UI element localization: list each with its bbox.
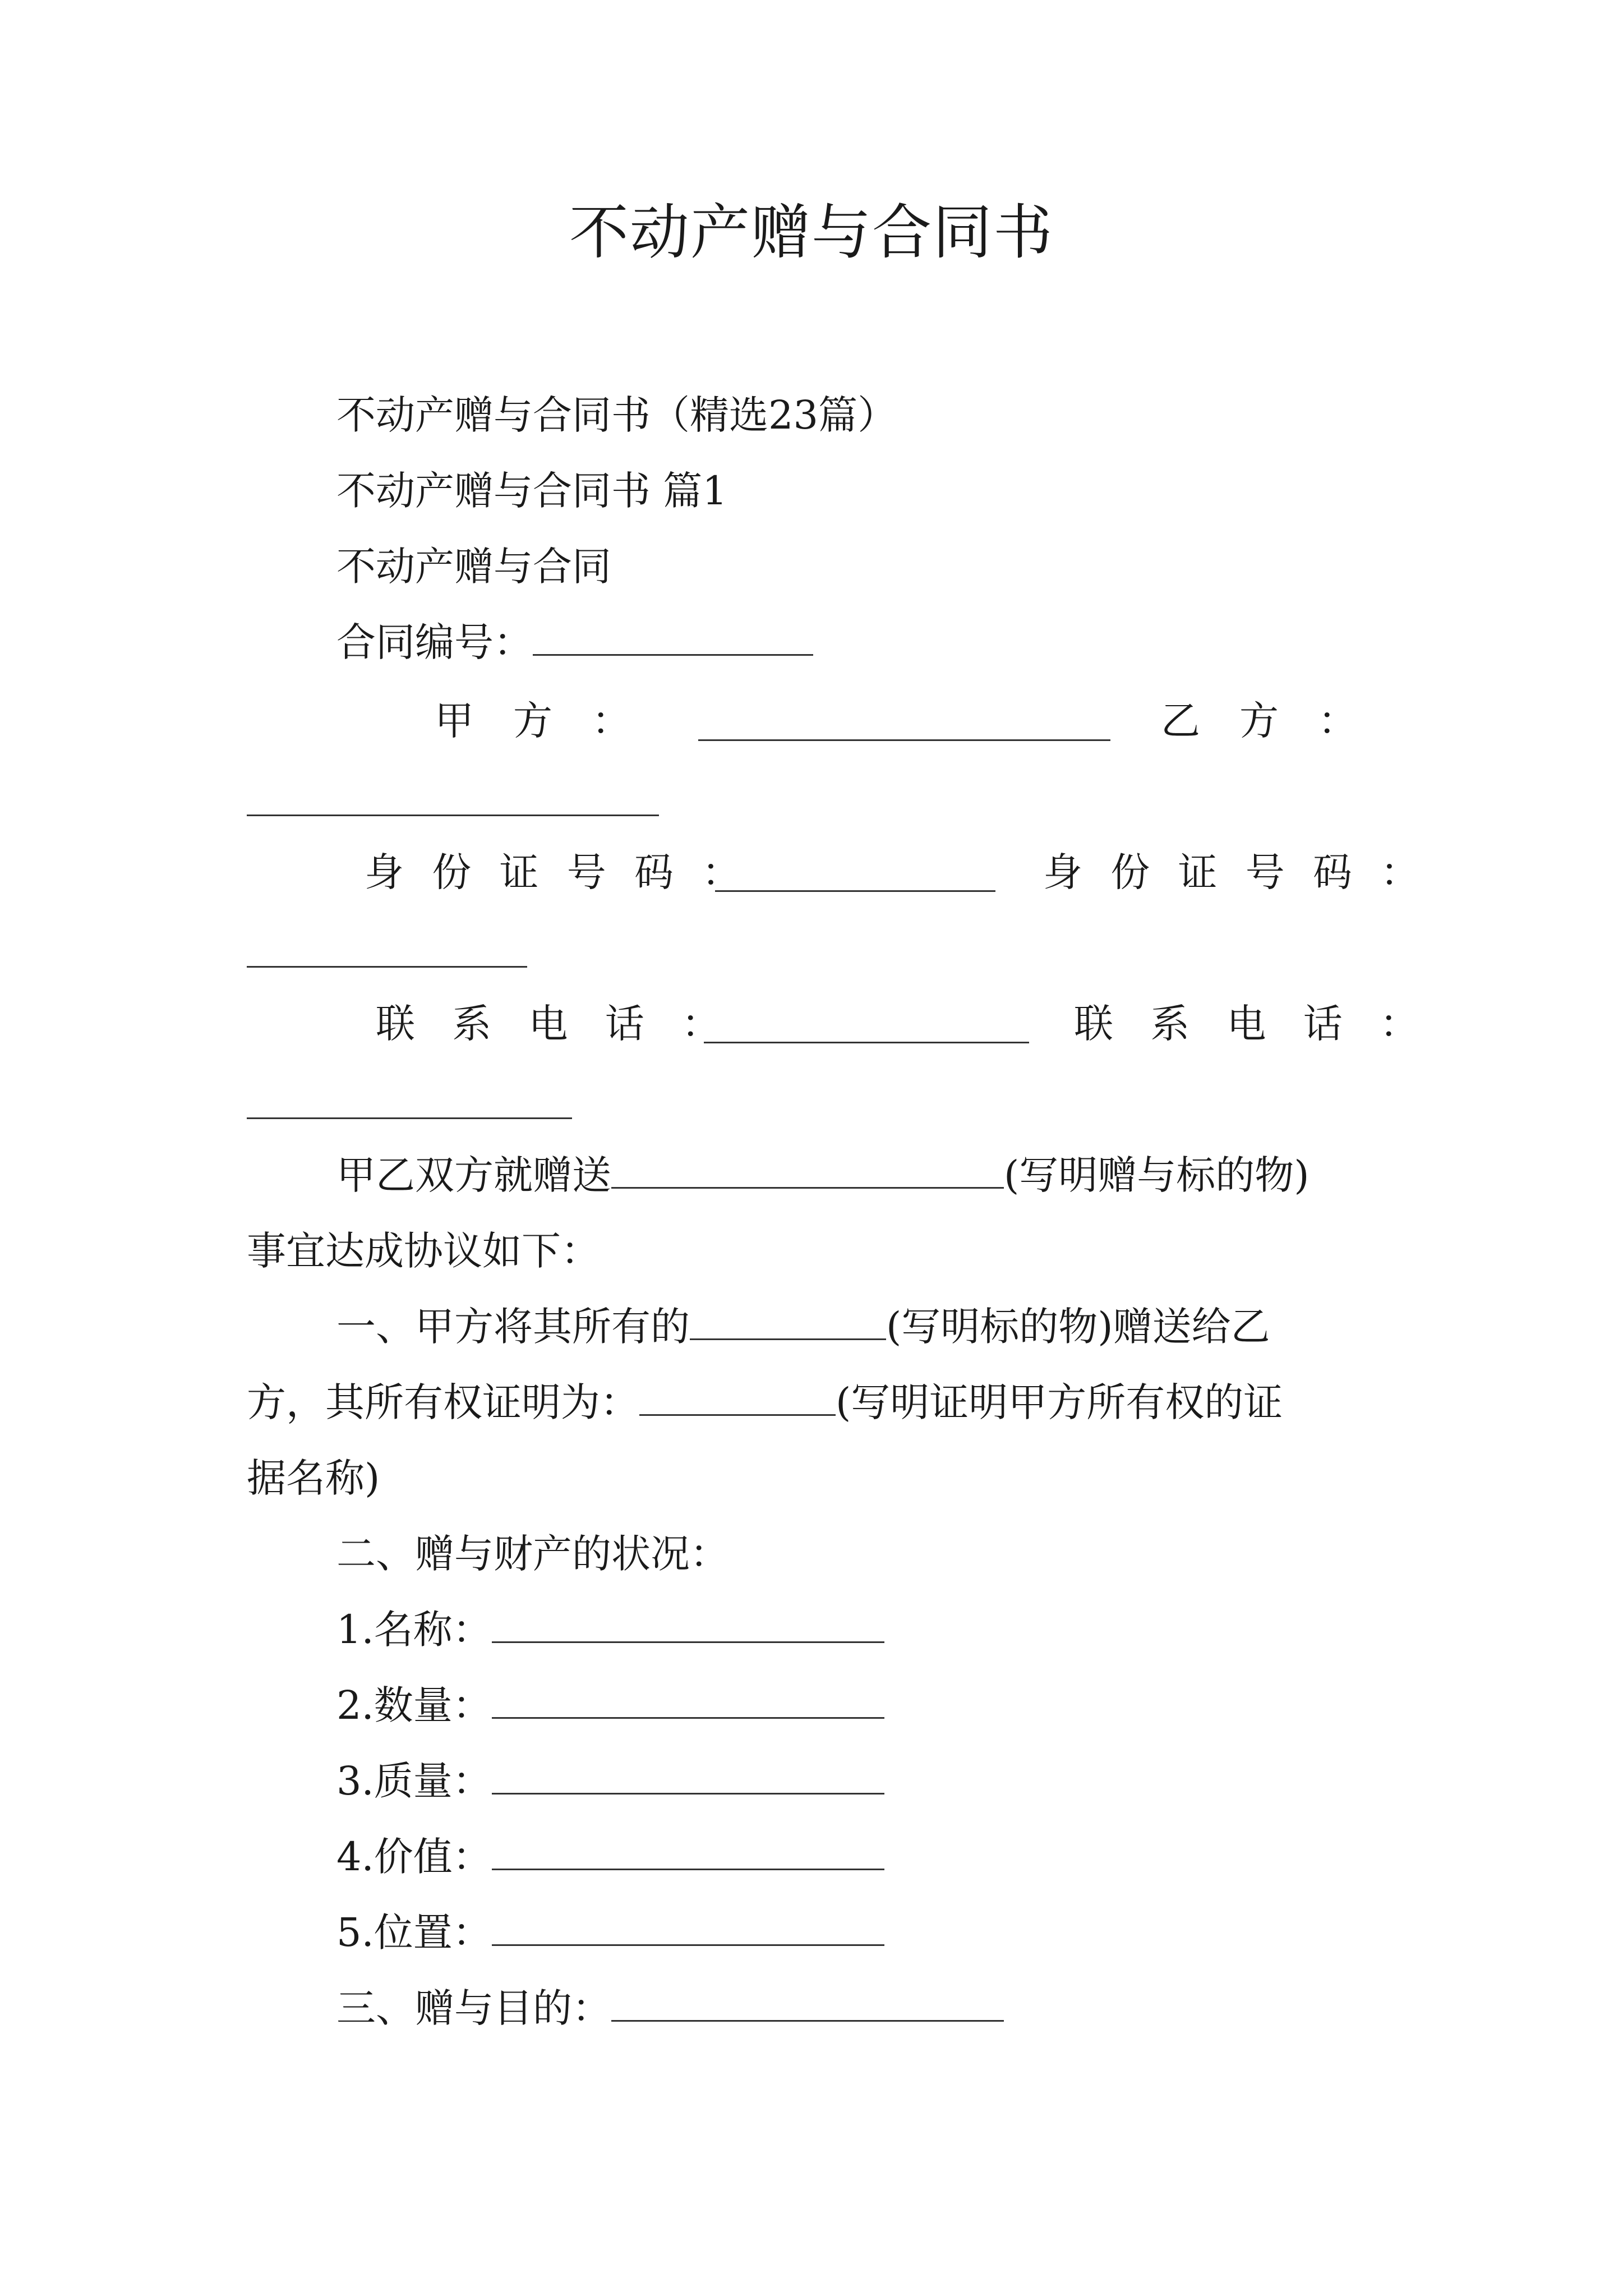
- phone-field-a[interactable]: [704, 1042, 1029, 1043]
- agree-text-3: 事宜达成协议如下：: [247, 1228, 600, 1274]
- item-row: [336, 1753, 884, 1809]
- id-label-b: 身 份 证 号 码 ：: [1043, 849, 1428, 895]
- item-field-value[interactable]: [492, 1834, 884, 1870]
- clause1-text-b: (写明标的物)赠送给乙: [886, 1304, 1270, 1350]
- item-row: [336, 1602, 884, 1658]
- clause3-label: 三、赠与目的：: [336, 1985, 611, 2031]
- clause1-text-c: 方，其所有权证明为：: [247, 1379, 639, 1425]
- item-row: [336, 1904, 884, 1961]
- contract-no-row: [336, 614, 813, 670]
- contract-no-label: 合同编号：: [336, 619, 533, 665]
- item-field-name[interactable]: [492, 1607, 884, 1643]
- agree-row-1: [336, 1147, 1310, 1203]
- section-heading: 不动产赠与合同书 篇1: [336, 468, 727, 514]
- agree-text-1: 甲乙双方就赠送: [336, 1152, 611, 1198]
- id-field-b[interactable]: [247, 966, 527, 968]
- gift-object-field[interactable]: [611, 1152, 1004, 1189]
- subtitle: 不动产赠与合同书（精选23篇）: [336, 392, 897, 438]
- item-label-quality: 3.质量：: [336, 1758, 492, 1804]
- item-field-quantity[interactable]: [492, 1682, 884, 1719]
- party-a-label: 甲 方 ：: [435, 698, 631, 744]
- clause3-row: [336, 1980, 1004, 2036]
- document-title: 不动产赠与合同书: [569, 198, 1054, 267]
- id-field-a[interactable]: [715, 890, 995, 892]
- phone-label-a: 联 系 电 话 ：: [376, 1001, 734, 1047]
- clause1-text-e: 据名称): [247, 1455, 380, 1501]
- id-label-a: 身 份 证 号 码 ：: [365, 849, 749, 895]
- item-field-quality[interactable]: [492, 1758, 884, 1795]
- contract-name: 不动产赠与合同: [336, 544, 611, 590]
- owned-object-field[interactable]: [690, 1304, 886, 1340]
- party-b-field[interactable]: [247, 815, 659, 816]
- clause2-heading: 二、赠与财产的状况：: [336, 1531, 729, 1577]
- contract-no-field[interactable]: [533, 619, 813, 656]
- phone-field-b[interactable]: [247, 1117, 572, 1119]
- clause1-text-a: 一、甲方将其所有的: [336, 1304, 690, 1350]
- clause1-text-d: (写明证明甲方所有权的证: [836, 1379, 1283, 1425]
- item-label-value: 4.价值：: [336, 1834, 492, 1880]
- ownership-proof-field[interactable]: [639, 1379, 836, 1416]
- agree-text-2: (写明赠与标的物): [1004, 1152, 1310, 1198]
- clause1-row-2: [247, 1374, 1283, 1430]
- item-label-quantity: 2.数量：: [336, 1682, 492, 1728]
- item-label-name: 1.名称：: [336, 1607, 492, 1653]
- phone-label-b: 联 系 电 话 ：: [1074, 1001, 1432, 1047]
- party-b-label: 乙 方 ：: [1161, 698, 1357, 744]
- item-label-location: 5.位置：: [336, 1910, 492, 1955]
- item-row: [336, 1677, 884, 1733]
- item-field-location[interactable]: [492, 1910, 884, 1946]
- party-a-field[interactable]: [698, 739, 1110, 741]
- item-row: [336, 1829, 884, 1885]
- clause1-row-1: [336, 1299, 1270, 1355]
- gift-purpose-field[interactable]: [611, 1985, 1004, 2022]
